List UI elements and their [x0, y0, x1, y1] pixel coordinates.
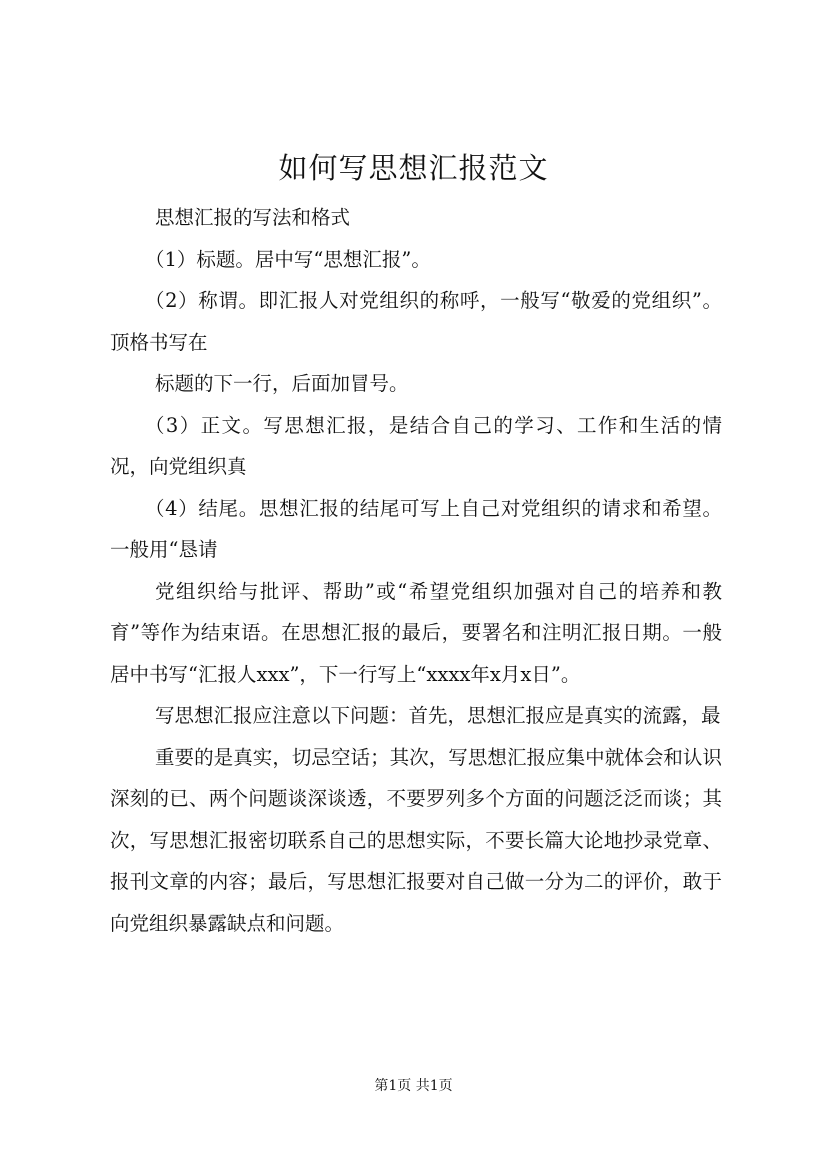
- document-body: [110, 197, 722, 944]
- paragraph-item-1: （1）标题。居中写“思想汇报”。: [145, 247, 431, 271]
- paragraph-heading: 思想汇报的写法和格式: [155, 206, 351, 229]
- paragraph-notes-cont: 重要的是真实，切忌空话；其次，写思想汇报应集中就体会和认识深刻的已、两个问题谈深谈透，不要罗列多个方面的问题泛泛而谈；其次，写思想汇报密切联系自己的思想实际，不要长篇大论地抄录党章、报刊文章的内容；最后，写思想汇报要对自己做一分为二的评价，敢于向党组织暴露缺点和问题。: [110, 745, 722, 935]
- document-title: 如何写思想汇报范文: [278, 151, 549, 185]
- paragraph-item-4: （4）结尾。思想汇报的结尾可写上自己对党组织的请求和希望。一般用“恳请: [110, 496, 722, 561]
- paragraph-item-3: （3）正文。写思想汇报，是结合自己的学习、工作和生活的情况，向党组织真: [110, 413, 722, 478]
- paragraph-notes: 写思想汇报应注意以下问题：首先，思想汇报应是真实的流露，最: [155, 704, 721, 727]
- paragraph-item-2-cont: 标题的下一行，后面加冒号。: [155, 372, 409, 395]
- paragraph-item-2: （2）称谓。即汇报人对党组织的称呼，一般写“敬爱的党组织”。顶格书写在: [110, 289, 722, 354]
- paragraph-item-4-cont: 党组织给与批评、帮助”或“希望党组织加强对自己的培养和教育”等作为结束语。在思想汇报的最后，要署名和注明汇报日期。一般居中书写“汇报人xxx”，下一行写上“xxxx年x月x日”。: [110, 579, 722, 686]
- page-footer: 第1页 共1页: [374, 1078, 453, 1094]
